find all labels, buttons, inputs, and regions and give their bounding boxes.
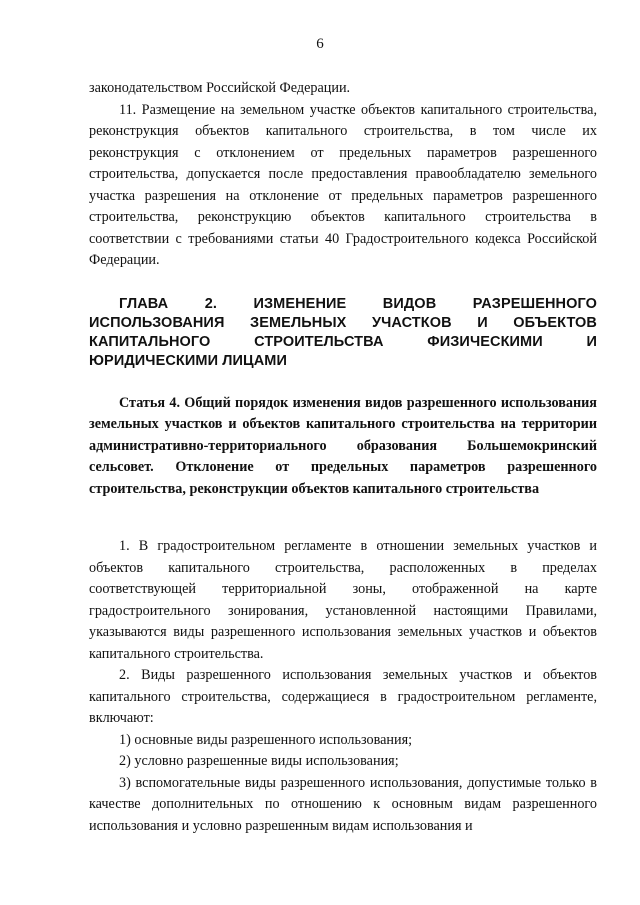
article-heading: Статья 4. Общий порядок изменения видов разрешенного использования земельных участков и объектов капитального строительства на территории административно-территориального образования Большемокринский сельсовет. Отклонение от предельных параметров разрешенного строительства, реконструкции объектов капитального строительства bbox=[89, 394, 597, 497]
clause-2: 2. Виды разрешенного использования земельных участков и объектов капитального строительства, содержащиеся в градостроительном регламенте, включают: bbox=[89, 667, 597, 726]
paragraph-continuation: законодательством Российской Федерации. bbox=[89, 80, 351, 96]
subclause-1: 1) основные виды разрешенного использования; bbox=[119, 731, 413, 748]
paragraph-11: 11. Размещение на земельном участке объектов капитального строительства, реконструкция объектов капитального строительства, в том числе их реконструкция с отклонением от предельных параметров разрешенного строительства, допускается после предоставления правообладателю земельного участка разрешения на отклонение от предельных параметров разрешенного строительства, реконструкцию объектов капитального строительства в соответствии с требованиями статьи 40 Градостроительного кодекса Российской Федерации. bbox=[89, 101, 597, 268]
document-body bbox=[89, 78, 597, 837]
section-spacer bbox=[89, 500, 597, 536]
subclause-3: 3) вспомогательные виды разрешенного использования, допустимые только в качестве дополнительных по отношению к основным видам разрешенного использования и условно разрешенным видам использования и bbox=[89, 774, 597, 834]
chapter-heading: ГЛАВА 2. ИЗМЕНЕНИЕ ВИДОВ РАЗРЕШЕННОГО ИСПОЛЬЗОВАНИЯ ЗЕМЕЛЬНЫХ УЧАСТКОВ И ОБЪЕКТОВ КАПИТАЛЬНОГО СТРОИТЕЛЬСТВА ФИЗИЧЕСКИМИ И ЮРИДИЧЕСКИМИ ЛИЦАМИ bbox=[89, 295, 597, 369]
subclause-2: 2) условно разрешенные виды использования; bbox=[119, 753, 399, 769]
page-number: 6 bbox=[316, 36, 324, 52]
clause-1: 1. В градостроительном регламенте в отношении земельных участков и объектов капитального строительства, расположенных в пределах соответствующей территориальной зоны, отображенной на карте градостроительного зонирования, установленной настоящими Правилами, указываются виды разрешенного использования земельных участков и объектов капитального строительства. bbox=[89, 538, 597, 662]
